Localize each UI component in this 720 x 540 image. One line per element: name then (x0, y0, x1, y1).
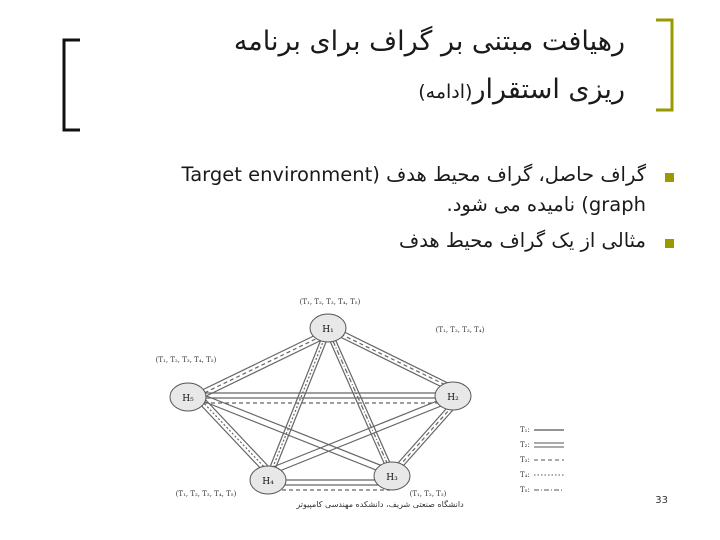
legend-label: T₁: (520, 426, 530, 434)
node-tasks: (T₁, T₂, T₃, T₄, T₅) (175, 490, 237, 498)
bullet-square-icon (665, 173, 674, 182)
target-environment-graph (148, 290, 568, 505)
bullet-text: مثالی از یک گراف محیط هدف (398, 229, 646, 252)
legend-item (520, 456, 564, 464)
node-tasks: (T₁, T₂, T₃, T₄) (435, 326, 485, 334)
bullet-list (30, 160, 680, 256)
bullet-text: graph) نامیده می شود. (446, 193, 646, 216)
footer (0, 500, 720, 509)
graph-node (374, 462, 447, 498)
left-bracket (60, 38, 84, 132)
graph-node (435, 326, 485, 410)
node-label: H₂ (447, 393, 459, 403)
right-bracket (652, 18, 676, 112)
graph-edge (204, 393, 454, 403)
title-line-1: رهیافت مبتنی بر گراف برای برنامه (233, 26, 625, 57)
bullet-item (30, 226, 680, 256)
legend-item (520, 426, 564, 434)
node-tasks: (T₁, T₂, T₃) (409, 490, 447, 498)
graph-edge (196, 396, 270, 472)
graph-node (176, 466, 286, 498)
graph-edge (326, 325, 458, 393)
node-label: H₁ (322, 325, 334, 335)
legend-label: T₃: (520, 456, 530, 464)
legend-label: T₂: (520, 441, 530, 449)
legend-item (520, 486, 564, 494)
graph-edge (196, 330, 330, 399)
title-line-2-small: (ادامه) (418, 81, 473, 103)
legend-item (520, 471, 564, 479)
legend (520, 426, 564, 494)
bullet-item (30, 160, 680, 220)
footer-text: دانشگاه صنعتی شریف، دانشکده مهندسی کامپیوتر (296, 500, 464, 509)
legend-item (520, 441, 564, 449)
node-label: H₅ (182, 394, 194, 404)
slide-title (105, 18, 625, 116)
node-label: H₄ (262, 477, 274, 487)
node-label: H₃ (386, 473, 398, 483)
legend-label: T₄: (520, 471, 530, 479)
legend-label: T₅: (520, 486, 530, 494)
node-tasks: (T₁, T₂, T₃, T₄, T₅) (299, 298, 361, 306)
graph-edge (326, 332, 394, 472)
page-number: 33 (655, 495, 668, 506)
node-tasks: (T₁, T₂, T₃, T₄, T₅) (155, 356, 217, 364)
bullet-text: گراف حاصل، گراف محیط هدف (Target environment (181, 163, 646, 186)
title-line-2 (105, 66, 625, 116)
bullet-square-icon (665, 239, 674, 248)
graph-edge (390, 400, 460, 474)
title-line-2-main: ریزی استقرار (472, 74, 625, 105)
